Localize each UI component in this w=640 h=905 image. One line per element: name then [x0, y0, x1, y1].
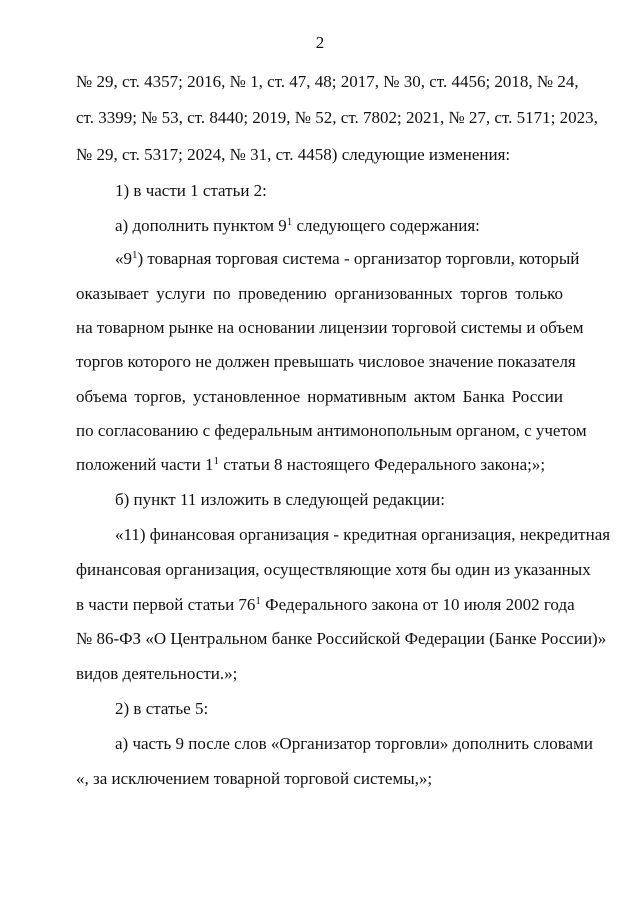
text-line: оказывает услуги по проведению организованных торгов только	[76, 284, 563, 303]
text-line: а) часть 9 после слов «Организатор торговли» дополнить словами	[115, 734, 593, 753]
text-line: б) пункт 11 изложить в следующей редакции:	[115, 490, 445, 509]
text-line: видов деятельности.»;	[76, 664, 238, 683]
text-fragment: в части первой статьи 76	[76, 595, 256, 614]
text-fragment: ) товарная торговая система - организатор торговли, который	[137, 249, 580, 268]
superscript: 1	[213, 455, 219, 468]
text-line: № 86-ФЗ «О Центральном банке Российской Федерации (Банке России)»	[76, 629, 607, 648]
text-fragment: Федерального закона от 10 июля 2002 года	[260, 595, 575, 614]
text-line: «11) финансовая организация - кредитная организация, некредитная	[115, 525, 611, 544]
text-line	[115, 216, 563, 236]
text-line: 2) в статье 5:	[115, 699, 209, 718]
text-line: по согласованию с федеральным антимонопольным органом, с учетом	[76, 421, 587, 440]
superscript: 1	[132, 249, 138, 262]
text-fragment: статьи 8 настоящего Федерального закона;»;	[218, 455, 546, 474]
text-line: объема торгов, установленное нормативным актом Банка России	[76, 387, 563, 406]
text-line: на товарном рынке на основании лицензии торговой системы и объем	[76, 318, 584, 337]
text-fragment: «9	[115, 249, 132, 268]
text-fragment: положений части 1	[76, 455, 214, 474]
text-line: торгов которого не должен превышать числовое значение показателя	[76, 352, 576, 371]
text-line: № 29, ст. 5317; 2024, № 31, ст. 4458) следующие изменения:	[76, 145, 511, 164]
text-line: «, за исключением товарной торговой системы,»;	[76, 769, 433, 788]
page-number: 2	[315, 33, 325, 52]
superscript: 1	[255, 595, 261, 608]
superscript: 1	[286, 216, 293, 229]
text-line	[76, 455, 563, 475]
text-line: финансовая организация, осуществляющие хотя бы один из указанных	[76, 560, 591, 579]
text-line	[115, 249, 580, 269]
text-line	[76, 595, 575, 615]
text-fragment: а) дополнить пунктом 9	[115, 216, 287, 235]
text-fragment: следующего содержания:	[292, 216, 480, 235]
text-line: 1) в части 1 статьи 2:	[115, 181, 267, 200]
text-line: № 29, ст. 4357; 2016, № 1, ст. 47, 48; 2017, № 30, ст. 4456; 2018, № 24,	[76, 72, 579, 91]
text-line: ст. 3399; № 53, ст. 8440; 2019, № 52, ст. 7802; 2021, № 27, ст. 5171; 2023,	[76, 108, 598, 127]
